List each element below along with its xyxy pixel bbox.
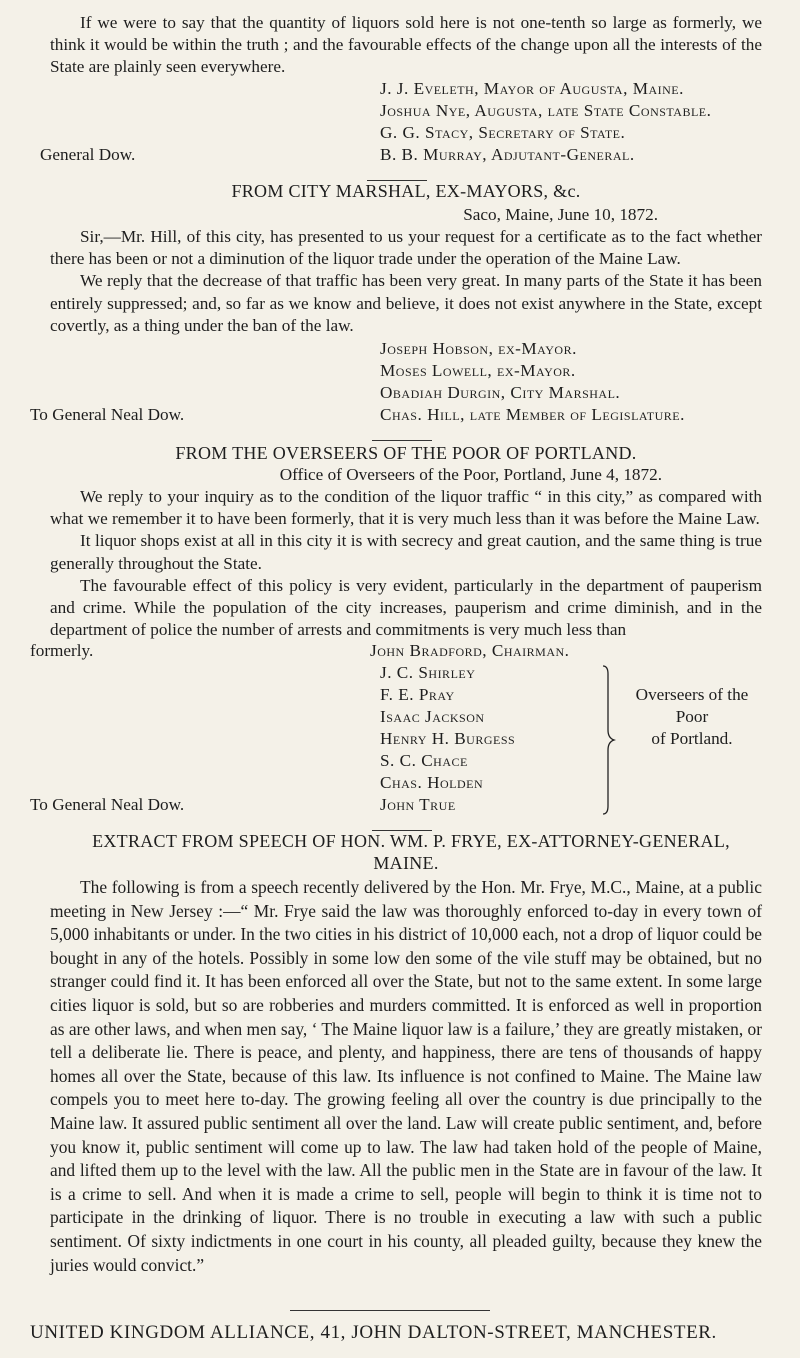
signatory: Moses Lowell, ex-Mayor. <box>380 361 576 380</box>
signatory: Joseph Hobson, ex-Mayor. <box>380 339 577 358</box>
signature-block-2 <box>30 338 762 430</box>
speech-extract: The following is from a speech recently delivered by the Hon. Mr. Frye, M.C., Maine, at a public meeting in New Jersey :—“ Mr. Frye said the law was thoroughly enforced to-day in every town of 5,000 inhabitants or under. In the two cities in his district of 10,000 each, not a drop of liquor could be bought in any of the hotels. Possibly in some low den some of the vile stuff may be obtained, but no stranger could find it. It has been enforced all over the State, but not to the same extent. In some large cities liquor is sold, but so are robberies and murders committed. It is enforced as well in proportion as are other laws, and when men say, ‘ The Maine liquor law is a failure,’ they are greatly mistaken, or tell a deliberate lie. There is peace, and plenty, and happiness, there are tens of thousands of happy homes all over the State, because of this law. Its influence is not confined to Maine. The Maine law compels you to meet here to-day. The growing feeling all over the country is due principally to the Maine law. It assured public sentiment all over the land. Law will create public sentiment, and, before you know it, public sentiment will come up to law. The law had taken hold of the people of Maine, and lifted them up to the level with the law. All the public men in the State are in favour of the law. It is a crime to sell. And when it is made a crime to sell, people will begin to think it is time not to participate in the drinking of liquor. There is no trouble in executing a law with such a public sentiment. Of sixty indictments in one court in his county, all pleaded guilty, because they knew the juries would convict.” <box>50 877 762 1275</box>
chairman: John Bradford, Chairman. <box>370 641 570 660</box>
section-heading: EXTRACT FROM SPEECH OF HON. WM. P. FRYE, EX-ATTORNEY-GENERAL, <box>92 831 730 851</box>
signatory: Obadiah Durgin, City Marshal. <box>380 383 621 402</box>
overseers-label: Overseers of the Poor of Portland. <box>635 685 749 748</box>
signatory: Chas. Hill, late Member of Legislature. <box>380 405 685 424</box>
letter-paragraph: We reply to your inquiry as to the condition of the liquor traffic “ in this city,” as compared with what we remember it to have been formerly, that it is very much less than it was before the Maine Law. It liquor shops exist at all in this city it is with secrecy and great caution, and the same thing is true generally throughout the State. The favourable effect of this policy is very evident, particularly in the department of pauperism and crime. While the population of the city increases, pauperism and crime diminish, and in the department of police the number of arrests and commitments is very much less than <box>50 487 762 640</box>
signatory: Joshua Nye, Augusta, late State Constable. <box>380 101 712 120</box>
section-heading: FROM CITY MARSHAL, EX-MAYORS, &c. <box>231 181 581 201</box>
member: S. C. Chace <box>380 751 468 770</box>
addressee: To General Neal Dow. <box>30 405 185 424</box>
member: F. E. Pray <box>380 685 455 704</box>
letter-paragraph: Sir,—Mr. Hill, of this city, has presented to us your request for a certificate as to the fact whether there has been or not a diminution of the liquor trade under the operation of the Maine Law. We reply that the decrease of that traffic has been very great. In many parts of the State it has been entirely suppressed; and, so far as we know and believe, it does not exist anywhere in the State, except covertly, as a thing under the ban of the law. <box>50 227 762 335</box>
signatory: J. J. Eveleth, Mayor of Augusta, Maine. <box>380 79 684 98</box>
opening-paragraph: If we were to say that the quantity of liquors sold here is not one-tenth so large as formerly, we think it would be within the truth ; and the favourable effects of the change upon all the interests of the State are plainly seen everywhere. <box>50 13 762 77</box>
dateline: Saco, Maine, June 10, 1872. <box>463 205 658 224</box>
footer-imprint: UNITED KINGDOM ALLIANCE, 41, JOHN DALTON-STREET, MANCHESTER. <box>30 1322 717 1343</box>
section-heading-line2: MAINE. <box>373 853 439 873</box>
divider <box>372 440 432 441</box>
member: Isaac Jackson <box>380 707 485 726</box>
signature-block-1 <box>40 78 762 170</box>
member: J. C. Shirley <box>380 663 476 682</box>
member: Chas. Holden <box>380 773 484 792</box>
addressee: General Dow. <box>40 145 136 164</box>
closing-word: formerly. <box>30 641 94 660</box>
signatory: G. G. Stacy, Secretary of State. <box>380 123 626 142</box>
member: John True <box>380 795 456 814</box>
section-heading: FROM THE OVERSEERS OF THE POOR OF PORTLAND. <box>175 443 637 463</box>
addressee: To General Neal Dow. <box>30 795 185 814</box>
signatory: B. B. Murray, Adjutant-General. <box>380 145 635 164</box>
divider <box>290 1310 490 1311</box>
signature-block-3 <box>30 640 762 820</box>
dateline: Office of Overseers of the Poor, Portland, June 4, 1872. <box>279 465 662 484</box>
brace <box>600 664 616 816</box>
member: Henry H. Burgess <box>380 729 516 748</box>
